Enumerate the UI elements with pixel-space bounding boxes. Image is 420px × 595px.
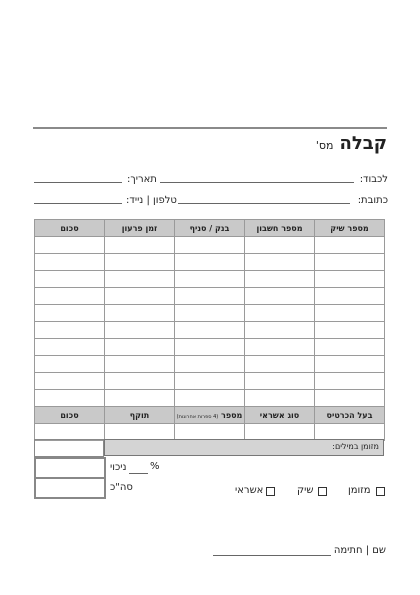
check-cell[interactable] — [35, 373, 105, 390]
check-cell[interactable] — [245, 322, 315, 339]
check-row — [35, 390, 385, 407]
date-field[interactable] — [34, 182, 122, 183]
check-cell[interactable] — [175, 322, 245, 339]
check-row — [35, 271, 385, 288]
col-expiry: תוקף — [105, 407, 175, 424]
col-due-date: זמן פרעון — [105, 220, 175, 237]
phone-label: טלפון | נייד: — [126, 195, 177, 206]
col-bank-branch: בנק / סניף — [175, 220, 245, 237]
check-cell[interactable] — [315, 339, 385, 356]
check-cell[interactable] — [175, 288, 245, 305]
check-cell[interactable] — [35, 390, 105, 407]
check-cell[interactable] — [35, 322, 105, 339]
top-divider — [33, 127, 387, 129]
name-label: שם — [372, 545, 386, 556]
cash-in-words-label: מזומן במילים: — [332, 442, 379, 451]
col-card-number: מספר (4 ספרות אחרונות) — [175, 407, 245, 424]
card-amount-cell[interactable] — [35, 424, 105, 441]
check-cell[interactable] — [175, 356, 245, 373]
check-cell[interactable] — [315, 254, 385, 271]
percent-sign: % — [150, 461, 160, 472]
expiry-cell[interactable] — [105, 424, 175, 441]
check-cell[interactable] — [245, 339, 315, 356]
check-cell[interactable] — [105, 322, 175, 339]
signature-separator: | — [365, 545, 370, 556]
check-cell[interactable] — [245, 237, 315, 254]
check-cell[interactable] — [35, 305, 105, 322]
check-cell[interactable] — [315, 271, 385, 288]
cash-label: מזומן — [348, 485, 371, 496]
check-label: שיק — [297, 485, 314, 496]
check-cell[interactable] — [105, 288, 175, 305]
check-cell[interactable] — [175, 305, 245, 322]
deduction-amount-box[interactable] — [34, 457, 106, 479]
check-cell[interactable] — [175, 271, 245, 288]
check-cell[interactable] — [245, 373, 315, 390]
check-cell[interactable] — [175, 373, 245, 390]
check-row — [35, 305, 385, 322]
check-cell[interactable] — [35, 356, 105, 373]
check-cell[interactable] — [105, 237, 175, 254]
check-cell[interactable] — [105, 271, 175, 288]
total-amount-box[interactable] — [34, 477, 106, 499]
credit-checkbox[interactable] — [266, 487, 275, 496]
deduction-percent-field[interactable] — [129, 473, 148, 474]
col-account-number: מספר חשבון — [245, 220, 315, 237]
check-cell[interactable] — [105, 373, 175, 390]
phone-field[interactable] — [34, 203, 122, 204]
check-cell[interactable] — [245, 305, 315, 322]
check-cell[interactable] — [315, 305, 385, 322]
cash-in-words-field[interactable] — [104, 439, 384, 456]
check-cell[interactable] — [105, 356, 175, 373]
col-card-amount: סכום — [35, 407, 105, 424]
check-cell[interactable] — [245, 390, 315, 407]
to-field[interactable] — [160, 182, 354, 183]
check-row — [35, 356, 385, 373]
check-cell[interactable] — [175, 339, 245, 356]
check-cell[interactable] — [105, 390, 175, 407]
check-cell[interactable] — [105, 254, 175, 271]
col-check-number: מספר שיק — [315, 220, 385, 237]
cash-checkbox[interactable] — [376, 487, 385, 496]
check-cell[interactable] — [245, 356, 315, 373]
check-cell[interactable] — [315, 373, 385, 390]
card-number-cell[interactable] — [175, 424, 245, 441]
check-cell[interactable] — [105, 339, 175, 356]
check-cell[interactable] — [35, 339, 105, 356]
check-cell[interactable] — [105, 305, 175, 322]
check-cell[interactable] — [35, 288, 105, 305]
date-label: תאריך: — [127, 174, 157, 185]
check-cell[interactable] — [175, 237, 245, 254]
to-label: לכבוד: — [359, 174, 388, 185]
check-row — [35, 322, 385, 339]
check-cell[interactable] — [175, 390, 245, 407]
check-cell[interactable] — [315, 390, 385, 407]
check-cell[interactable] — [35, 237, 105, 254]
deduction-label: ניכוי — [110, 462, 127, 473]
check-cell[interactable] — [315, 356, 385, 373]
col-card-holder: בעל הכרטיס — [315, 407, 385, 424]
address-label: כתובת: — [357, 195, 388, 206]
check-cell[interactable] — [35, 254, 105, 271]
signature-label — [334, 545, 386, 556]
check-cell[interactable] — [245, 271, 315, 288]
receipt-title: קבלה — [339, 133, 387, 154]
check-row — [35, 254, 385, 271]
check-cell[interactable] — [175, 254, 245, 271]
check-cell[interactable] — [245, 288, 315, 305]
col-amount: סכום — [35, 220, 105, 237]
signature-field[interactable] — [213, 555, 331, 556]
card-holder-cell[interactable] — [315, 424, 385, 441]
check-cell[interactable] — [35, 271, 105, 288]
col-credit-type: סוג אשראי — [245, 407, 315, 424]
check-cell[interactable] — [315, 322, 385, 339]
receipt-number-label: מס' — [315, 139, 334, 152]
check-cell[interactable] — [315, 288, 385, 305]
address-field[interactable] — [178, 203, 350, 204]
check-row — [35, 339, 385, 356]
check-cell[interactable] — [315, 237, 385, 254]
checks-table — [34, 219, 385, 407]
check-row — [35, 288, 385, 305]
check-row — [35, 373, 385, 390]
cards-table — [34, 406, 385, 441]
sign-label: חתימה — [333, 545, 363, 556]
check-row — [35, 237, 385, 254]
check-checkbox[interactable] — [318, 487, 327, 496]
credit-type-cell[interactable] — [245, 424, 315, 441]
credit-label: אשראי — [235, 485, 264, 496]
card-number-hint: (4 ספרות אחרונות) — [176, 413, 219, 420]
cash-amount-box[interactable] — [34, 439, 104, 457]
total-label: סה"כ — [110, 482, 133, 493]
check-cell[interactable] — [245, 254, 315, 271]
page-title — [316, 133, 387, 154]
